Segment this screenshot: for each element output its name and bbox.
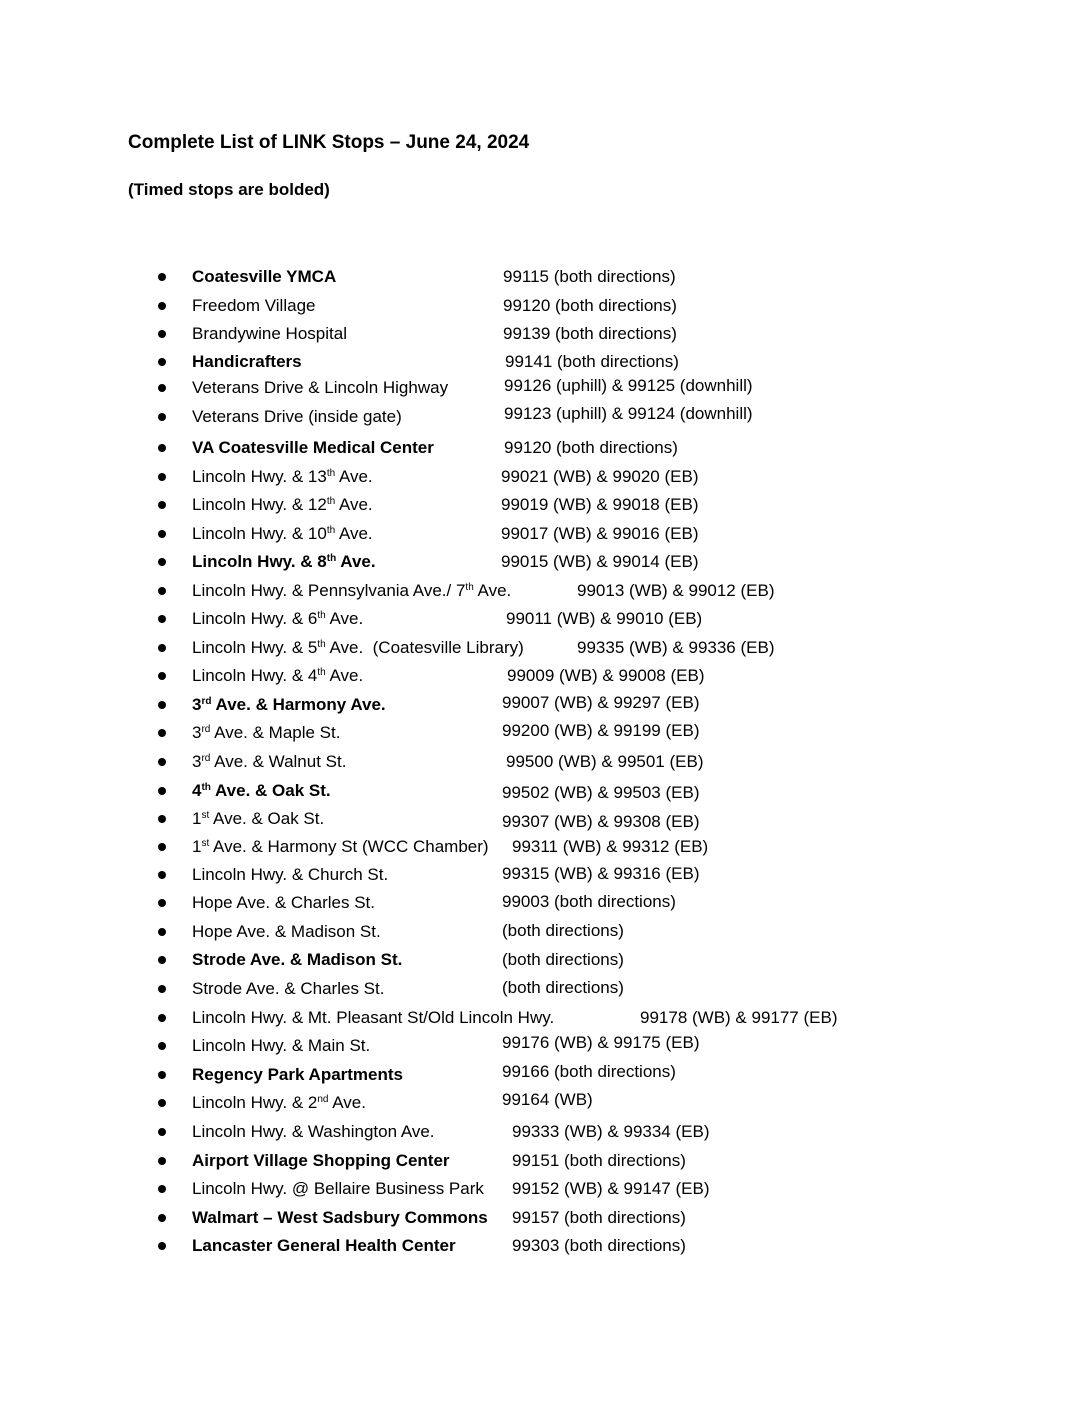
stop-name [192,1178,484,1200]
bullet-icon [158,330,166,338]
stop-id: 99009 (WB) & 99008 (EB) [507,666,705,685]
stop-id: 99115 (both directions) [503,267,676,286]
stop-list-item [0,692,1088,720]
ordinal-suffix: rd [201,696,212,707]
stop-id: 99013 (WB) & 99012 (EB) [577,581,775,600]
stop-id: 99011 (WB) & 99010 (EB) [506,609,703,628]
bullet-icon [158,729,166,737]
stop-name-suffix: Ave. [335,524,373,543]
stop-name-text: Handicrafters [192,352,302,371]
bullet-icon [158,787,166,795]
stop-name-suffix: Ave. & Walnut St. [210,752,347,771]
stop-name-text: Freedom Village [192,296,316,315]
bullet-icon [158,672,166,680]
stop-name-suffix: Ave. & Oak St. [210,781,331,800]
stop-id: 99151 (both directions) [512,1151,686,1170]
stop-list-item [0,1119,1088,1147]
bullet-icon [158,273,166,281]
bullet-icon [158,558,166,566]
ordinal-suffix: th [326,496,336,507]
stop-name-text: Hope Ave. & Madison St. [192,922,381,941]
bullet-icon [158,384,166,392]
stop-list-item [0,404,1088,432]
stop-list-item [0,890,1088,918]
ordinal-suffix: th [317,639,326,650]
timed-stops-note: (Timed stops are bolded) [128,180,330,199]
stop-name-suffix: Ave. & Maple St. [210,723,341,742]
stop-id: 99123 (uphill) & 99124 (downhill) [504,404,753,423]
stop-id: 99021 (WB) & 99020 (EB) [501,467,699,486]
stop-list-item [0,492,1088,520]
stop-id: 99019 (WB) & 99018 (EB) [501,495,699,514]
ordinal-suffix: th [326,525,336,536]
stop-list-item [0,1033,1088,1061]
stop-id: 99178 (WB) & 99177 (EB) [640,1008,838,1027]
bullet-icon [158,501,166,509]
bullet-icon [158,1042,166,1050]
stop-id: 99007 (WB) & 99297 (EB) [502,693,700,712]
ordinal-suffix: nd [317,1094,329,1105]
stop-name-text: Lincoln Hwy. & 10 [192,524,327,543]
ordinal-suffix: th [465,582,474,593]
stop-list-item [0,464,1088,492]
bullet-icon [158,530,166,538]
bullet-icon [158,1099,166,1107]
stop-name-text: VA Coatesville Medical Center [192,438,434,457]
stop-name-suffix: Ave. [336,552,376,571]
stop-name-text: Brandywine Hospital [192,324,347,343]
stop-id: 99126 (uphill) & 99125 (downhill) [504,376,753,395]
stop-list-item [0,375,1088,403]
stop-name-text: Lincoln Hwy. & Washington Ave. [192,1122,435,1141]
stop-id: (both directions) [502,921,624,940]
stop-name-text: Lancaster General Health Center [192,1236,456,1255]
stop-list-item [0,1176,1088,1204]
stop-name [192,437,434,459]
stop-id: 99120 (both directions) [504,438,678,457]
stop-name-text: Hope Ave. & Charles St. [192,893,376,912]
stop-name-suffix: Ave. & Oak St. [209,809,325,828]
stop-id: 99164 (WB) [502,1090,593,1109]
stop-name-text: Lincoln Hwy. & Main St. [192,1036,371,1055]
stop-list-item [0,521,1088,549]
stop-name [192,323,347,345]
stop-name-text: Veterans Drive (inside gate) [192,407,402,426]
stop-name-text: Regency Park Apartments [192,1065,404,1084]
stop-name-text: 1 [192,837,202,856]
stop-name [192,1064,403,1086]
bullet-icon [158,587,166,595]
bullet-icon [158,1214,166,1222]
stop-id: 99315 (WB) & 99316 (EB) [502,864,700,883]
stop-name-text: Lincoln Hwy. & Pennsylvania Ave./ 7 [192,581,466,600]
stop-name-text: Lincoln Hwy. & Mt. Pleasant St/Old Lincoln Hwy. [192,1008,555,1027]
bullet-icon [158,1128,166,1136]
bullet-icon [158,928,166,936]
stop-list-item [0,435,1088,463]
stop-name [192,494,373,516]
bullet-icon [158,615,166,623]
stop-list-item [0,947,1088,975]
stop-list-item [0,1148,1088,1176]
stop-name [192,608,363,630]
stop-list-item [0,720,1088,748]
stop-name-text: Lincoln Hwy. & 13 [192,467,327,486]
stop-name [192,637,524,659]
bullet-icon [158,358,166,366]
stop-id: 99152 (WB) & 99147 (EB) [512,1179,710,1198]
bullet-icon [158,644,166,652]
stop-id: 99333 (WB) & 99334 (EB) [512,1122,710,1141]
stop-name-suffix: Ave. [335,495,373,514]
stop-name [192,665,363,687]
bullet-icon [158,871,166,879]
ordinal-suffix: th [326,553,337,564]
stop-name-text: 3 [192,752,202,771]
stop-id: 99500 (WB) & 99501 (EB) [506,752,704,771]
stop-name [192,722,340,744]
stop-id: 99017 (WB) & 99016 (EB) [501,524,699,543]
stop-name-text: Lincoln Hwy. @ Bellaire Business Park [192,1179,484,1198]
stop-name-text: Lincoln Hwy. & 2 [192,1093,318,1112]
stop-list-item [0,663,1088,691]
stop-name [192,466,373,488]
stop-list-item [0,549,1088,577]
stop-name [192,1035,370,1057]
stop-name [192,808,324,830]
stop-name [192,523,373,545]
stop-id: 99157 (both directions) [512,1208,686,1227]
stop-name-suffix: Ave. [325,666,364,685]
bullet-icon [158,1242,166,1250]
stop-name [192,551,376,573]
stop-name [192,351,302,373]
ordinal-suffix: rd [201,753,211,764]
stop-list-item [0,749,1088,777]
stop-name [192,751,346,773]
stop-name-text: Lincoln Hwy. & 6 [192,609,318,628]
stop-name-text: Strode Ave. & Charles St. [192,979,385,998]
stop-name-suffix: Ave. [325,609,364,628]
stop-name [192,978,384,1000]
stop-list-item [0,1233,1088,1261]
stop-list-item [0,806,1088,834]
stop-id: 99311 (WB) & 99312 (EB) [512,837,709,856]
stop-name-text: 3 [192,695,202,714]
stop-id: 99141 (both directions) [505,352,679,371]
stop-name [192,694,386,716]
stop-id: 99502 (WB) & 99503 (EB) [502,783,700,802]
stop-name [192,1207,488,1229]
stop-name-text: Veterans Drive & Lincoln Highway [192,378,449,397]
stop-list-item [0,264,1088,292]
ordinal-suffix: st [201,810,210,821]
stop-list-item [0,862,1088,890]
stop-name-suffix: Ave. [473,581,512,600]
stop-list-item [0,1205,1088,1233]
bullet-icon [158,843,166,851]
ordinal-suffix: th [201,782,211,793]
bullet-icon [158,815,166,823]
stop-list-item [0,635,1088,663]
bullet-icon [158,1014,166,1022]
stop-name [192,295,315,317]
stop-id: 99176 (WB) & 99175 (EB) [502,1033,700,1052]
bullet-icon [158,1157,166,1165]
bullet-icon [158,444,166,452]
stop-name [192,1121,435,1143]
stop-list-item [0,834,1088,862]
stop-name-suffix: Ave. [328,1093,366,1112]
stop-id: 99139 (both directions) [503,324,677,343]
bullet-icon [158,985,166,993]
stop-list-item [0,1005,1088,1033]
stop-name [192,580,511,602]
stop-id: 99166 (both directions) [502,1062,676,1081]
ordinal-suffix: st [201,838,210,849]
stop-list-item [0,349,1088,377]
stop-list-item [0,321,1088,349]
stop-name-text: Airport Village Shopping Center [192,1151,450,1170]
stop-name [192,864,388,886]
stop-name [192,406,402,428]
ordinal-suffix: rd [201,724,211,735]
stop-name-text: 1 [192,809,202,828]
bullet-icon [158,758,166,766]
bullet-icon [158,899,166,907]
stop-name [192,1092,366,1114]
bullet-icon [158,701,166,709]
stop-list-item [0,293,1088,321]
stop-name-suffix: Ave. & Harmony St (WCC Chamber) [209,837,489,856]
stop-name-text: 4 [192,781,202,800]
bullet-icon [158,956,166,964]
stop-name-text: 3 [192,723,202,742]
ordinal-suffix: th [317,610,326,621]
stop-id: 99307 (WB) & 99308 (EB) [502,812,700,831]
stop-name-text: Strode Ave. & Madison St. [192,950,403,969]
stop-name [192,780,331,802]
bullet-icon [158,1071,166,1079]
stop-list-item [0,778,1088,806]
bullet-icon [158,473,166,481]
stop-list-item [0,606,1088,634]
stop-name-suffix: Ave. [335,467,373,486]
stop-name [192,1150,450,1172]
stop-id: (both directions) [502,950,624,969]
bullet-icon [158,413,166,421]
stop-name [192,921,381,943]
stop-id: 99303 (both directions) [512,1236,686,1255]
stop-list-item [0,1090,1088,1118]
stop-list-item [0,919,1088,947]
stop-name-suffix: Ave. (Coatesville Library) [325,638,524,657]
stop-name [192,1235,456,1257]
stop-id: 99120 (both directions) [503,296,677,315]
stop-id: 99015 (WB) & 99014 (EB) [501,552,699,571]
stop-name-text: Coatesville YMCA [192,267,337,286]
stop-name-suffix: Ave. & Harmony Ave. [211,695,386,714]
stop-id: (both directions) [502,978,624,997]
ordinal-suffix: th [317,667,326,678]
stop-name-text: Lincoln Hwy. & 4 [192,666,318,685]
page-title: Complete List of LINK Stops – June 24, 2024 [128,132,530,153]
stop-id: 99003 (both directions) [502,892,676,911]
stop-name-text: Walmart – West Sadsbury Commons [192,1208,488,1227]
stop-id: 99335 (WB) & 99336 (EB) [577,638,775,657]
stop-list-item [0,976,1088,1004]
stop-name [192,266,336,288]
stop-name [192,836,489,858]
stop-id: 99200 (WB) & 99199 (EB) [502,721,700,740]
stop-name [192,949,402,971]
stop-list-item [0,1062,1088,1090]
stop-name [192,892,375,914]
ordinal-suffix: th [326,468,336,479]
bullet-icon [158,1185,166,1193]
stop-name [192,1007,554,1029]
stop-list-item [0,578,1088,606]
bullet-icon [158,302,166,310]
stop-name-text: Lincoln Hwy. & 8 [192,552,327,571]
stop-name-text: Lincoln Hwy. & 5 [192,638,318,657]
stop-name-text: Lincoln Hwy. & Church St. [192,865,389,884]
stop-name-text: Lincoln Hwy. & 12 [192,495,327,514]
stop-name [192,377,448,399]
